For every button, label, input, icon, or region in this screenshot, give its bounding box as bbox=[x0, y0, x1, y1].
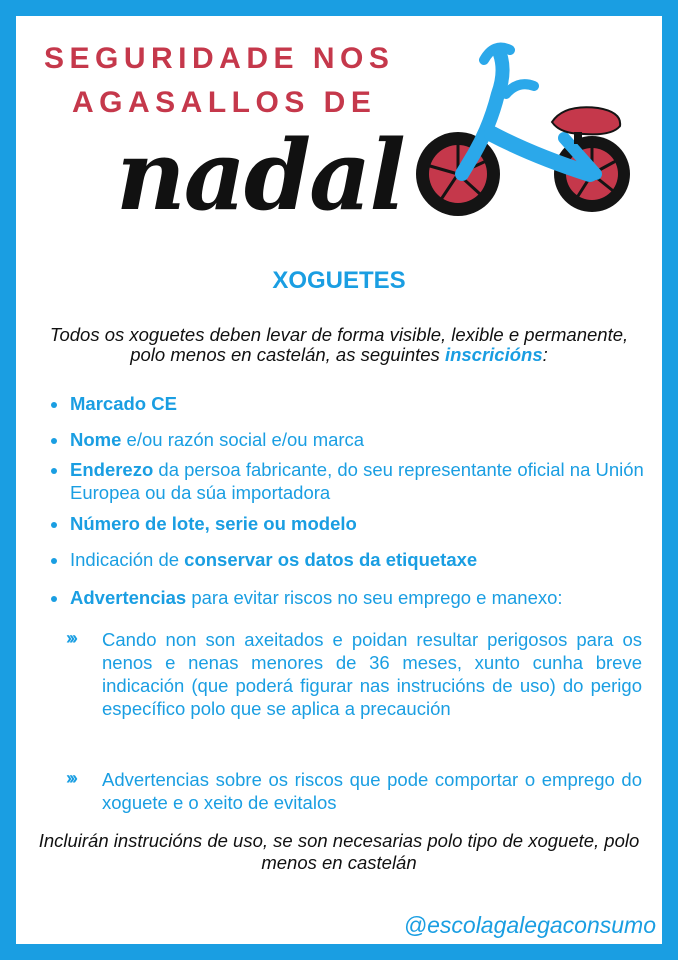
list-item-bold: Número de lote, serie ou modelo bbox=[70, 513, 357, 534]
list-item bbox=[48, 428, 666, 451]
poster-page bbox=[16, 16, 662, 944]
title-line-2: AGASALLOS DE bbox=[72, 86, 377, 119]
list-item-prefix: Indicación de bbox=[70, 549, 185, 570]
social-handle: @escolagalegaconsumo bbox=[403, 912, 656, 938]
title-line-1: SEGURIDADE NOS bbox=[44, 42, 395, 75]
list-item bbox=[48, 512, 666, 535]
chevron-right-icon: ››› bbox=[66, 768, 75, 788]
list-item-text: para evitar riscos no seu emprego e manexo: bbox=[186, 587, 563, 608]
intro-paragraph bbox=[30, 325, 648, 365]
list-item bbox=[48, 586, 666, 609]
list-item-bold: Marcado CE bbox=[70, 393, 177, 414]
intro-colon: : bbox=[542, 344, 548, 365]
list-item-text: da persoa fabricante, do seu representante oficial na Unión Europea ou da súa importadora bbox=[70, 459, 644, 503]
closing-note: Incluirán instrucións de uso, se son necesarias polo tipo de xoguete, polo menos en castelán bbox=[38, 830, 640, 873]
title-script-word: nadal bbox=[116, 119, 404, 232]
chevron-right-icon: ››› bbox=[66, 628, 75, 648]
list-item bbox=[48, 392, 666, 415]
list-item-bold: Nome bbox=[70, 429, 122, 450]
list-item-bold: Enderezo bbox=[70, 459, 154, 480]
intro-highlight: inscricións bbox=[444, 344, 543, 365]
list-item bbox=[48, 458, 666, 504]
list-item-bold: conservar os datos da etiquetaxe bbox=[184, 549, 478, 570]
intro-text: Todos os xoguetes deben levar de forma visible, lexible e permanente, polo menos en castelán, as seguintes bbox=[49, 324, 629, 365]
sub-list-item: Cando non son axeitados e poidan resultar perigosos para os nenos e nenas menores de 36 meses, xunto cunha breve indicación (que poderá figurar nas instrucións de uso) do perigo específico polo que se aplica a precaución bbox=[102, 629, 642, 719]
list-item-text: e/ou razón social e/ou marca bbox=[121, 429, 365, 450]
balance-bike-icon bbox=[414, 36, 644, 222]
list-item bbox=[48, 548, 666, 571]
sub-list-item: Advertencias sobre os riscos que pode comportar o emprego do xoguete e o xeito de evitalos bbox=[102, 769, 642, 813]
section-heading: XOGUETES bbox=[272, 267, 406, 294]
list-item-bold: Advertencias bbox=[70, 587, 187, 608]
